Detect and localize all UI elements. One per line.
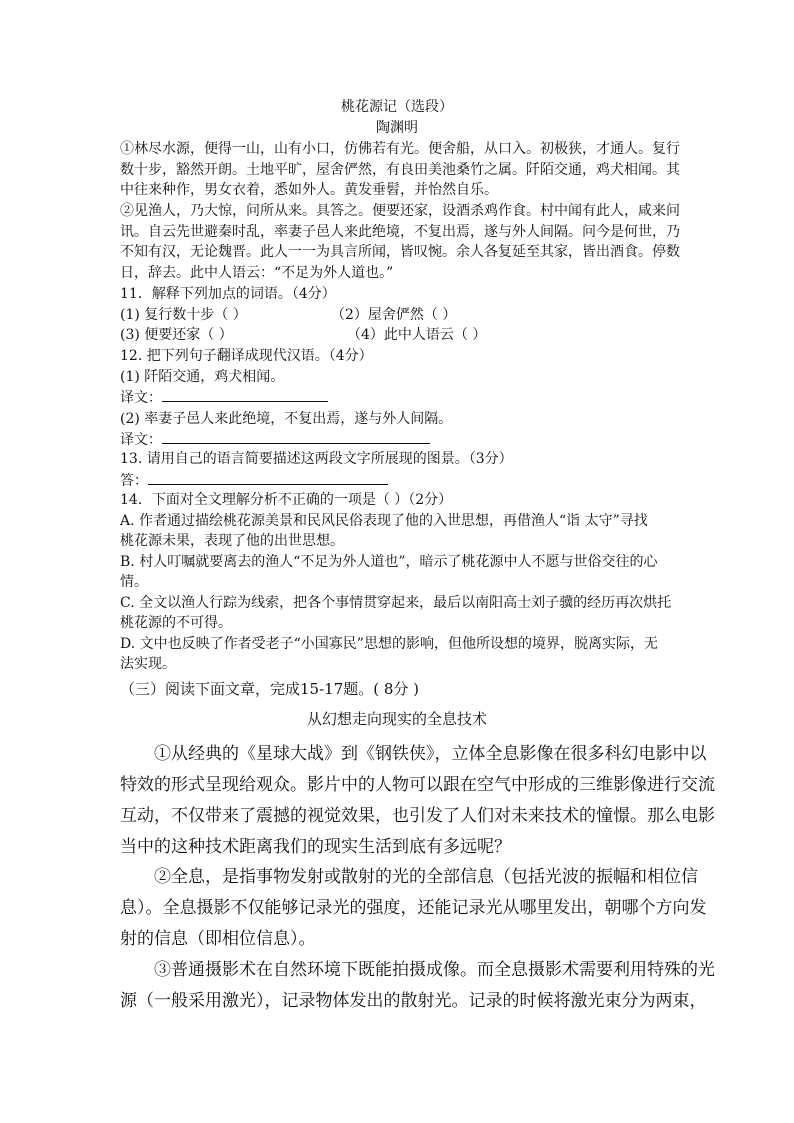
passage-paragraph-2	[120, 201, 680, 283]
answer-label: 译文：	[120, 432, 162, 448]
question-14	[120, 490, 676, 675]
text-line: 数十步，豁然开朗。土地平旷，屋舍俨然，有良田美池桑竹之属。阡陌交通，鸡犬相闻。其	[120, 161, 680, 178]
text-line: 特效的形式呈现给观众。影片中的人物可以跟在空气中形成的三维影像进行交流	[120, 775, 715, 795]
answer-label: 译文：	[120, 390, 162, 406]
option-c: C. 全文以渔人行踪为线索，把各个事情贯穿起来，最后以南阳高士刘子骥的经历再次烘托	[120, 594, 672, 611]
article-paragraph-2	[120, 862, 707, 955]
question-item: (3) 便要还家（ ）	[120, 327, 233, 343]
text-line: ③普通摄影术在自然环境下既能拍摄成像。而全息摄影术需要利用特殊的光	[154, 960, 715, 980]
passage-paragraph-1	[120, 139, 680, 201]
option-b: B. 村人叮嘱就要离去的渔人“不足为外人道也”，暗示了桃花源中人不愿与世俗交往的心	[120, 553, 658, 570]
text-line: 不知有汉，无论魏晋。此人一一为具言所闻，皆叹惋。余人各复延至其家，皆出酒食。停数	[120, 244, 680, 260]
option-a: A. 作者通过描绘桃花源美景和民风民俗表现了他的入世思想，再借渔人“诣 太守”寻找	[120, 512, 648, 529]
question-item: (1) 复行数十步（ ）	[120, 306, 247, 323]
question-stem: 13. 请用自己的语言简要描述这两段文字所展现的图景。（3分）	[120, 451, 513, 467]
question-12	[120, 346, 676, 451]
text-line: 中往来种作，男女衣着，悉如外人。黄发垂髫，并怡然自乐。	[120, 182, 498, 198]
question-stem: 12. 把下列句子翻译成现代汉语。（4分）	[120, 348, 373, 364]
option-d-cont: 法实现。	[120, 656, 176, 672]
article-paragraph-3	[120, 955, 715, 1017]
option-d: D. 文中也反映了作者受老子“小国寡民”思想的影响，但他所设想的境界，脱离实际，无	[120, 635, 658, 652]
text-line: ①林尽水源，便得一山，山有小口，仿佛若有光。便舍船，从口入。初极狭，才通人。复行	[120, 141, 680, 157]
option-a-cont: 桃花源未果，表现了他的出世思想。	[120, 533, 344, 549]
question-11-row-1	[120, 305, 676, 326]
option-b-cont: 情。	[120, 574, 148, 590]
blank-line	[162, 429, 430, 444]
blank-line	[162, 387, 328, 402]
question-11-row-2	[120, 325, 676, 346]
text-line: ②见渔人，乃大惊，问所从来。具答之。便要还家，设酒杀鸡作食。村中闻有此人，咸来问	[120, 203, 680, 219]
passage-author: 陶渊明	[376, 120, 418, 136]
text-line: 当中的这种技术距离我们的现实生活到底有多远呢？	[120, 837, 511, 857]
question-item: （2）屋舍俨然（ ）	[331, 306, 457, 323]
option-c-cont: 桃花源的不可得。	[120, 615, 232, 631]
section-3-heading: （三）阅读下面文章，完成15-17题。( 8分 )	[120, 680, 420, 698]
question-11	[120, 284, 676, 346]
text-line: 源（一般采用激光），记录物体发出的散射光。记录的时候将激光束分为两束，	[120, 991, 707, 1011]
question-item: （4）此中人语云（ ）	[347, 327, 487, 343]
answer-label: 答：	[120, 472, 148, 489]
text-line: 射的信息（即相位信息）。	[120, 929, 316, 949]
answer-line-1	[120, 387, 676, 409]
sentence-1: (1) 阡陌交通，鸡犬相闻。	[120, 368, 285, 385]
blank-line	[148, 470, 388, 485]
text-line: 日，辞去。此中人语云：“不足为外人道也。”	[120, 264, 394, 281]
text-line: ②全息，是指事物发射或散射的光的全部信息（包括光波的振幅和相位信	[154, 867, 698, 887]
sentence-2: (2) 率妻子邑人来此绝境，不复出焉，遂与外人间隔。	[120, 410, 453, 427]
question-stem: 14．下面对全文理解分析不正确的一项是（ ）（2分）	[120, 492, 453, 508]
answer-line-2	[120, 429, 676, 451]
text-line: 互动，不仅带来了震撼的视觉效果，也引发了人们对未来技术的憧憬。那么电影	[120, 806, 715, 826]
article-paragraph-1	[120, 739, 715, 863]
text-line: 息）。全息摄影不仅能够记录光的强度，还能记录光从哪里发出，朝哪个方向发	[120, 898, 707, 918]
passage-title: 桃花源记（选段）	[341, 99, 453, 115]
text-line: 讯。自云先世避秦时乱，率妻子邑人来此绝境，不复出焉，遂与外人间隔。问今是何世，乃	[120, 223, 680, 240]
answer-line	[120, 470, 676, 492]
question-13	[120, 449, 676, 491]
article-title: 从幻想走向现实的全息技术	[306, 710, 487, 728]
text-line: ①从经典的《星球大战》到《钢铁侠》，立体全息影像在很多科幻电影中以	[154, 744, 707, 764]
question-stem: 11．解释下列加点的词语。（4分）	[120, 286, 336, 302]
